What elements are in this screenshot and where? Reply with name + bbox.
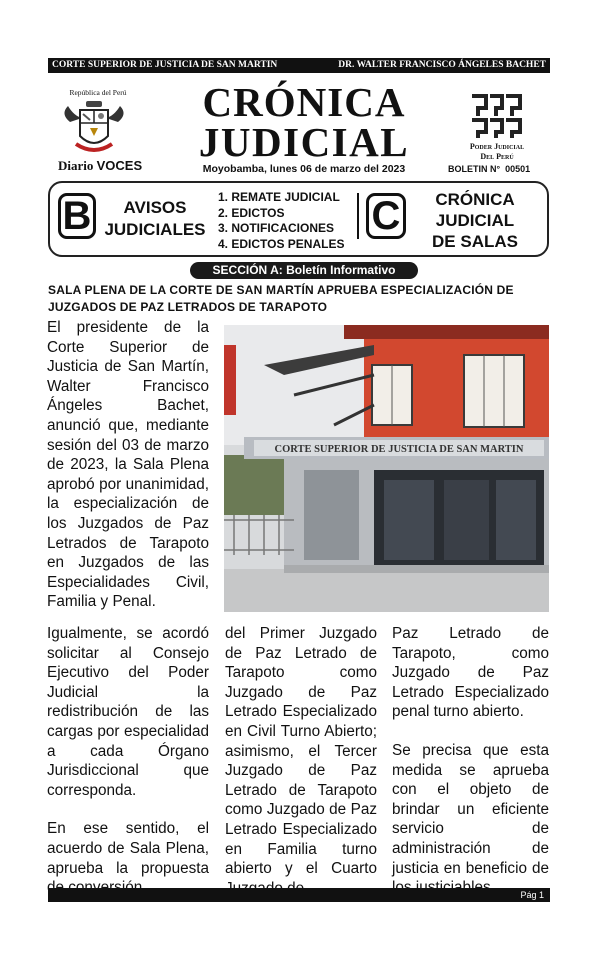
cronica-line3: DE SALAS xyxy=(432,232,518,251)
paragraph: del Primer Juzgado de Paz Letrado de Tarapoto como Juzgado de Paz Letrado Especializado en Civil Turno Abierto; asimismo, el Tercer Juzgado de Paz Letrado de Tarapoto como Juzgado de Paz Letrado Especializado en Familia turno abierto y el Cuarto xyxy=(225,625,377,878)
menu-item-notificaciones[interactable]: 3. NOTIFICACIONES xyxy=(218,221,335,235)
president-name: DR. WALTER FRANCISCO ÁNGELES BACHET xyxy=(338,60,546,70)
dateline: Moyobamba, lunes 06 de marzo del 2023 xyxy=(202,163,406,175)
cronica-line1: CRÓNICA xyxy=(435,190,515,209)
masthead-title-line2: JUDICIAL xyxy=(198,119,410,165)
pj-line1: Poder Judicial xyxy=(469,142,525,151)
page-number: Pág 1 xyxy=(520,890,544,900)
section-c-badge: C xyxy=(366,193,406,239)
cronica-salas-title xyxy=(410,189,540,252)
paragraph: Paz Letrado de Tarapoto, como Juzgado de Paz Letrado Especializado penal turno abierto. xyxy=(392,625,549,721)
court-name: CORTE SUPERIOR DE JUSTICIA DE SAN MARTIN xyxy=(52,60,278,70)
article-column-2 xyxy=(225,624,377,898)
article-paragraph-1 xyxy=(47,318,209,612)
avisos-line1: AVISOS xyxy=(123,198,187,217)
menu-item-edictos[interactable]: 2. EDICTOS xyxy=(218,205,285,220)
paragraph: En ese sentido, el acuerdo de Sala Plena, aprueba la propuesta xyxy=(47,820,209,877)
masthead-title-line1: CRÓNICA xyxy=(202,79,406,125)
boletin-label: BOLETIN N° xyxy=(448,164,501,174)
cronica-line2: JUDICIAL xyxy=(435,211,515,230)
section-label: SECCIÓN A: Boletín Informativo xyxy=(190,262,418,279)
republic-label: República del Perú xyxy=(69,88,127,97)
paragraph: Se precisa que esta medida se aprueba con el objeto de brindar un eficiente servicio de administración de justicia en beneficio de xyxy=(392,741,549,877)
court-building-photo xyxy=(224,325,549,612)
menu-item-edictos-penales[interactable]: 4. EDICTOS PENALES xyxy=(218,236,345,251)
diario-label: Diario xyxy=(58,158,94,173)
diario-voces-logo xyxy=(58,158,148,174)
article-column-1 xyxy=(47,624,209,898)
boletin-number xyxy=(448,164,558,174)
voces-label: VOCES xyxy=(96,158,143,173)
poder-judicial-logo-icon xyxy=(468,92,524,140)
avisos-menu xyxy=(218,190,344,252)
photo-sign-text: CORTE SUPERIOR DE JUSTICIA DE SAN MARTIN xyxy=(274,444,524,455)
avisos-line2: JUDICIALES xyxy=(104,220,206,239)
avisos-judiciales-title xyxy=(98,197,212,241)
pj-line2: Del Perú xyxy=(480,152,514,161)
nav-divider xyxy=(357,193,359,239)
paragraph: Igualmente, se acordó solicitar al Consejo Ejecutivo del Poder Judicial la redistribución de las cargas por especialidad a cada Órgano Jurisdiccional que corresponda. xyxy=(47,625,209,799)
menu-item-remate[interactable]: 1. REMATE JUDICIAL xyxy=(218,190,340,204)
poder-judicial-text xyxy=(452,142,542,162)
paragraph: El presidente de la Corte Superior de Justicia de San Martín, Walter Francisco Ángeles Bachet, anunció que, mediante sesión del 03 de marzo de 2023, la Sala Plena aprobó por unanimidad, la especialización de los Juzgados de Paz Letrados de Tarapoto en Juzgados de las Especialidades Civil, Familia y Penal. xyxy=(47,319,209,611)
article-column-3 xyxy=(392,624,549,898)
footer-bar xyxy=(48,888,550,902)
article-headline: SALA PLENA DE LA CORTE DE SAN MARTÍN APRUEBA ESPECIALIZACIÓN DE JUZGADOS DE PAZ LETRADOS DE TARAPOTO xyxy=(48,283,514,314)
top-banner xyxy=(48,58,550,73)
section-b-badge: B xyxy=(58,193,96,239)
boletin-value: 00501 xyxy=(505,164,531,174)
